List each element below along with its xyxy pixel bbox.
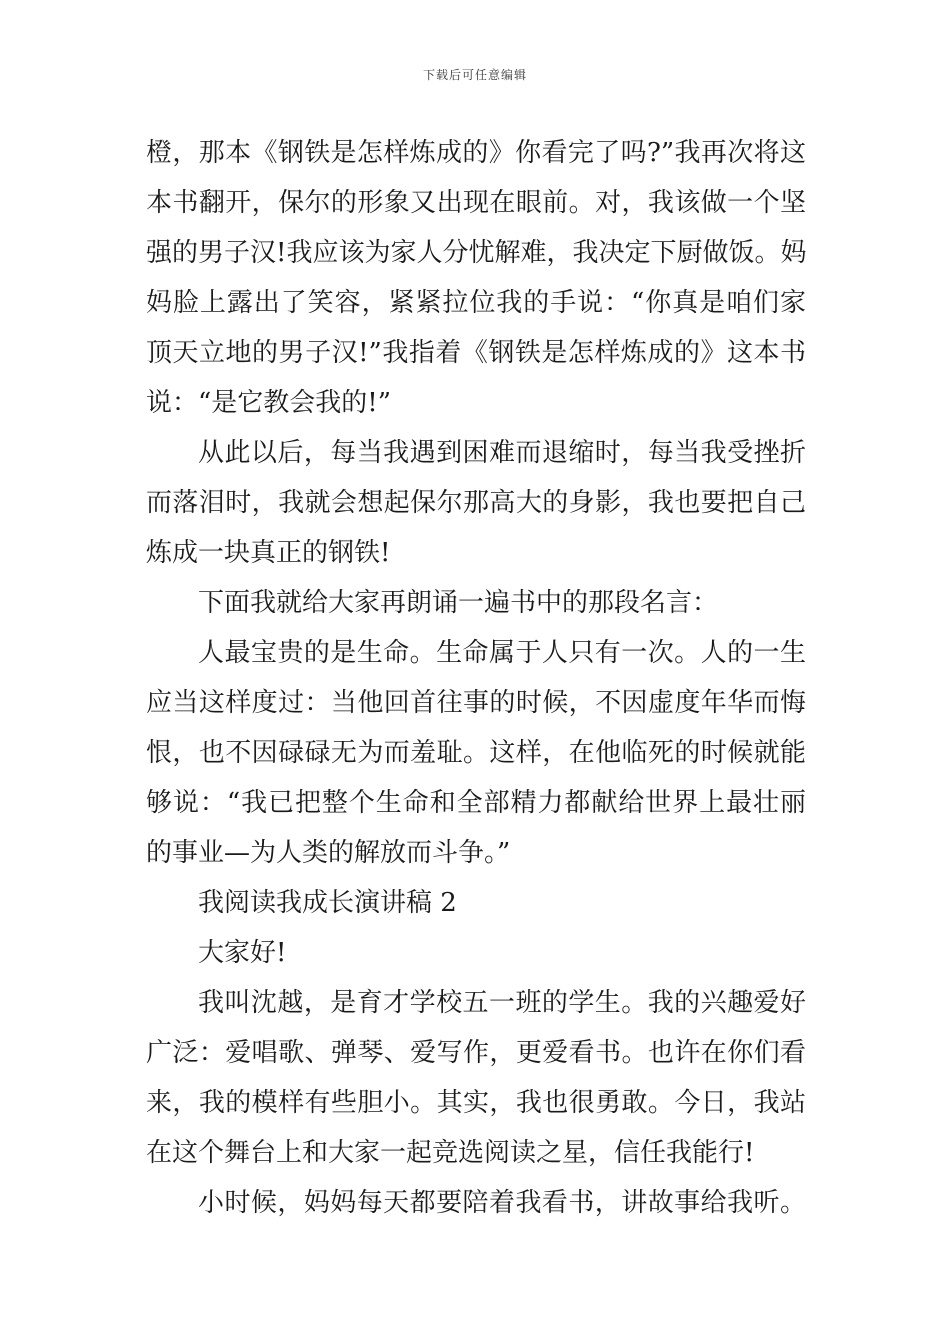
text-line: 在这个舞台上和大家一起竞选阅读之星，信任我能行! xyxy=(146,1138,755,1168)
text-line: 而落泪时，我就会想起保尔那高大的身影，我也要把自己 xyxy=(146,488,806,518)
text-line: 强的男子汉!我应该为家人分忧解难，我决定下厨做饭。妈 xyxy=(146,238,806,268)
document-body xyxy=(146,128,806,1228)
section-title: 我阅读我成长演讲稿 2 xyxy=(198,888,457,918)
text-line: 橙，那本《钢铁是怎样炼成的》你看完了吗?”我再次将这 xyxy=(146,138,806,168)
text-line: 的事业—为人类的解放而斗争。” xyxy=(146,838,511,868)
text-line: 够说：“我已把整个生命和全部精力都献给世界上最壮丽 xyxy=(146,788,806,818)
text-line: 广泛：爱唱歌、弹琴、爱写作，更爱看书。也许在你们看 xyxy=(146,1038,806,1068)
text-line: 炼成一块真正的钢铁! xyxy=(146,538,391,568)
text-line: 下面我就给大家再朗诵一遍书中的那段名言： xyxy=(198,588,719,618)
text-line: 应当这样度过：当他回首往事的时候，不因虚度年华而悔 xyxy=(146,688,806,718)
text-line: 顶天立地的男子汉!”我指着《钢铁是怎样炼成的》这本书 xyxy=(146,338,806,368)
text-line: 我叫沈越，是育才学校五一班的学生。我的兴趣爱好 xyxy=(198,988,806,1018)
text-line: 妈脸上露出了笑容，紧紧拉位我的手说：“你真是咱们家 xyxy=(146,288,806,318)
page-header: 下载后可任意编辑 xyxy=(422,68,527,82)
text-line: 小时候，妈妈每天都要陪着我看书，讲故事给我听。 xyxy=(198,1188,806,1218)
text-line: 从此以后，每当我遇到困难而退缩时，每当我受挫折 xyxy=(198,438,806,468)
text-line: 本书翻开，保尔的形象又出现在眼前。对，我该做一个坚 xyxy=(146,188,806,218)
text-line: 说：“是它教会我的!” xyxy=(146,388,392,418)
greeting-line: 大家好! xyxy=(198,938,287,968)
text-line: 人最宝贵的是生命。生命属于人只有一次。人的一生 xyxy=(198,638,806,668)
text-line: 恨，也不因碌碌无为而羞耻。这样，在他临死的时候就能 xyxy=(146,738,806,768)
text-line: 来，我的模样有些胆小。其实，我也很勇敢。今日，我站 xyxy=(146,1088,806,1118)
